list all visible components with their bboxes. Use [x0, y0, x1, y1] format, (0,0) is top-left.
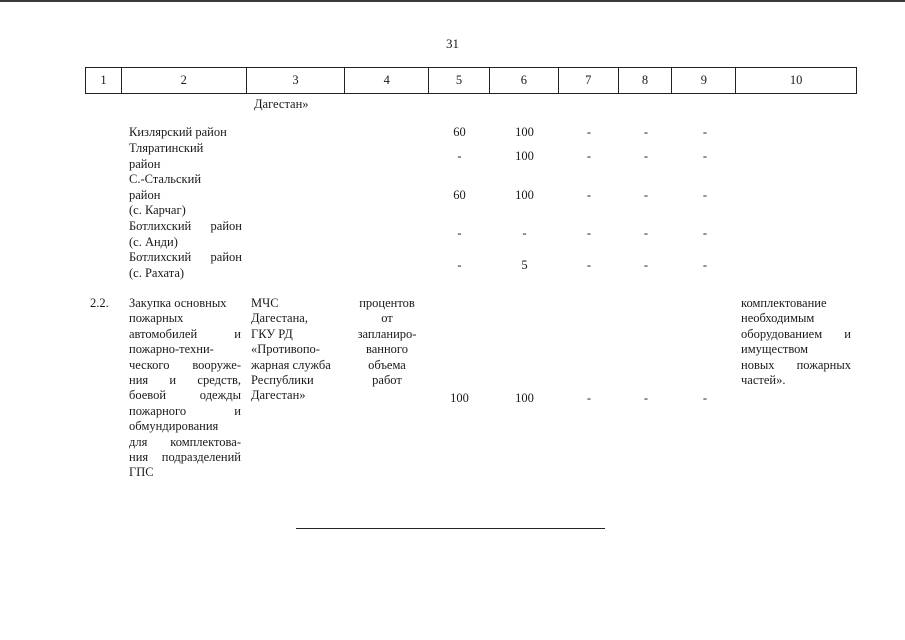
district-name-line: район — [129, 156, 161, 171]
item-executor-line: Дагестана, — [251, 311, 308, 326]
item-indicator-line: работ — [372, 373, 402, 387]
item-value-c6: 100 — [515, 391, 534, 405]
district-value-c7: - — [586, 125, 592, 139]
district-value-c5: 60 — [453, 188, 466, 202]
district-value-c9: - — [702, 125, 708, 139]
item-indicator-line: запланиро- — [357, 326, 417, 341]
item-number: 2.2. — [90, 296, 109, 310]
item-executor-line: жарная служба — [251, 357, 331, 372]
district-value-c5: 60 — [453, 125, 466, 139]
district-name-line: Ботлихский район — [129, 219, 242, 233]
district-value-c5: - — [457, 149, 462, 163]
district-value-c6: - — [522, 226, 527, 240]
item-executor-line: Дагестан» — [251, 388, 306, 403]
item-executor-line: ГКУ РД — [251, 326, 293, 341]
district-value-c9: - — [702, 149, 708, 163]
district-value-c7: - — [586, 149, 592, 163]
header-cell-8: 8 — [619, 68, 673, 93]
district-value-c9: - — [702, 226, 708, 240]
district-value-c7: - — [586, 188, 592, 202]
item-indicator-line: от — [381, 311, 393, 326]
item-result-line: частей». — [741, 373, 786, 387]
district-value-c8: - — [643, 188, 649, 202]
district-value-c7: - — [586, 258, 592, 272]
item-description-line: автомобилей и — [129, 326, 241, 341]
item-description-line: ГПС — [129, 465, 154, 480]
district-value-c9: - — [702, 188, 708, 202]
district-name-line: район — [129, 187, 161, 202]
district-value-c8: - — [643, 125, 649, 139]
item-description-line: ческого вооруже- — [129, 357, 241, 372]
page-number: 31 — [446, 36, 459, 51]
district-name-line: С.-Стальский — [129, 172, 202, 186]
header-cell-4: 4 — [345, 68, 429, 93]
item-description-line: боевой одежды — [129, 388, 241, 403]
district-name-line: Ботлихский район — [129, 250, 242, 264]
header-cell-2: 2 — [122, 68, 247, 93]
header-cell-5: 5 — [429, 68, 490, 93]
item-executor-line: Республики — [251, 373, 314, 387]
item-value-c5: 100 — [450, 391, 469, 405]
item-result-line: комплектование — [741, 296, 827, 310]
district-name-line: (с. Карчаг) — [129, 203, 186, 217]
district-value-c6: 5 — [521, 258, 528, 272]
item-indicator-line: объема — [368, 357, 406, 372]
item-executor-line: МЧС — [251, 296, 279, 310]
page-top-edge — [0, 0, 905, 2]
item-result-line: необходимым — [741, 311, 815, 326]
district-value-c5: - — [457, 258, 462, 272]
end-rule — [296, 528, 605, 529]
district-name-line: Тляратинский — [129, 141, 204, 155]
header-cell-7: 7 — [559, 68, 619, 93]
district-value-c8: - — [643, 149, 649, 163]
header-cell-10: 10 — [789, 73, 803, 87]
district-name-line: Кизлярский район — [129, 125, 227, 139]
header-cell-3: 3 — [247, 68, 346, 93]
item-description-line: для комплектова- — [129, 434, 241, 449]
header-cell-9: 9 — [672, 68, 736, 93]
item-description-line: обмундирования — [129, 419, 219, 434]
item-result-line: оборудованием и — [741, 326, 851, 341]
continuation-text: Дагестан» — [254, 97, 309, 111]
district-value-c7: - — [586, 226, 592, 240]
item-description-line: Закупка основных — [129, 296, 227, 310]
header-cell-6: 6 — [490, 68, 559, 93]
district-name-line: (с. Анди) — [129, 234, 178, 249]
header-cell-1: 1 — [86, 68, 122, 93]
item-value-c8: - — [643, 391, 649, 405]
item-indicator-line: ванного — [366, 342, 408, 357]
district-value-c6: 100 — [515, 188, 534, 202]
item-description-line: пожарных — [129, 311, 184, 326]
item-result-line: имуществом — [741, 342, 809, 357]
district-value-c8: - — [643, 258, 649, 272]
item-value-c9: - — [702, 391, 708, 405]
district-value-c9: - — [702, 258, 708, 272]
district-value-c5: - — [457, 226, 462, 240]
table-header-row — [85, 67, 857, 94]
item-description-line: пожарного и — [129, 403, 241, 418]
district-value-c6: 100 — [515, 149, 534, 163]
item-value-c7: - — [586, 391, 592, 405]
item-indicator-line: процентов — [359, 296, 415, 310]
item-description-line: пожарно-техни- — [129, 342, 214, 357]
item-executor-line: «Противопо- — [251, 342, 320, 357]
item-description-line: ния и средств, — [129, 373, 241, 387]
district-value-c8: - — [643, 226, 649, 240]
item-result-line: новых пожарных — [741, 357, 851, 372]
item-description-line: ния подразделений — [129, 450, 241, 464]
district-name-line: (с. Рахата) — [129, 265, 185, 280]
district-value-c6: 100 — [515, 125, 534, 139]
